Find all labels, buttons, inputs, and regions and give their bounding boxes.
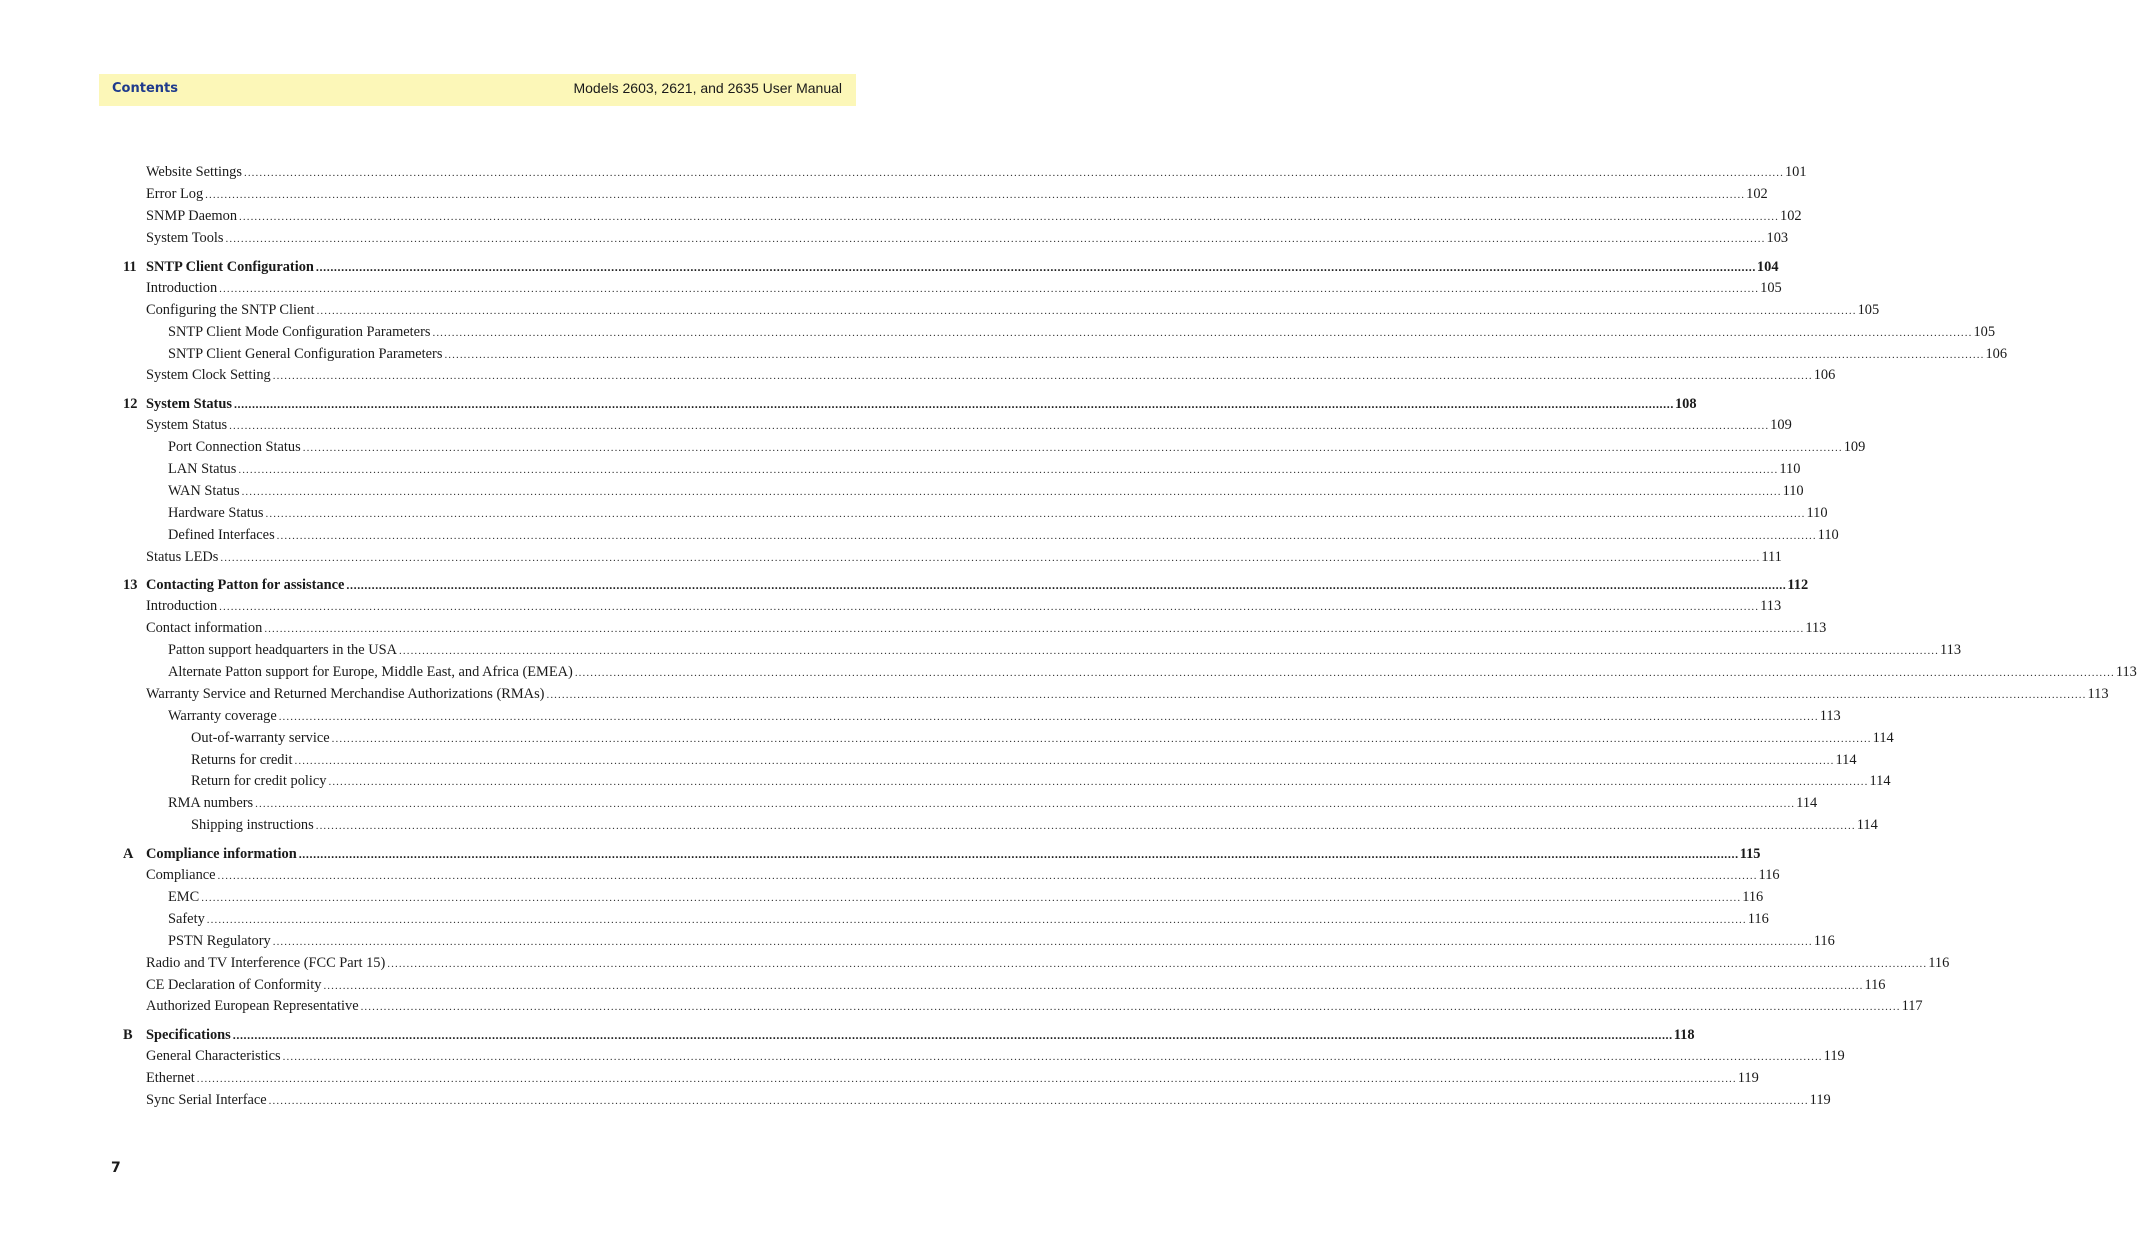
toc-entry-row[interactable] xyxy=(112,480,1804,502)
toc-entry-title: Safety xyxy=(168,910,205,927)
toc-page-number: 102 xyxy=(1746,186,1768,203)
toc-entry xyxy=(146,416,1792,435)
toc-chapter-row[interactable]: 12 System Status ................................................................................................................................................................................................................................................................................................................................................................................................................ 108 xyxy=(123,395,1697,412)
toc-entry-row[interactable] xyxy=(112,640,1962,662)
toc-entry xyxy=(146,163,1807,182)
header-section-label: Contents xyxy=(112,81,178,96)
toc-entry-title: Alternate Patton support for Europe, Middle East, and Africa (EMEA) xyxy=(168,664,573,681)
toc-dot-leader: ................................................................................................................................................................................................................................................................................................................................................................................................................ xyxy=(268,1094,1809,1107)
toc-page-number: 108 xyxy=(1674,395,1697,412)
toc-entry-title: System Status xyxy=(146,395,232,412)
toc-page-number: 116 xyxy=(1758,867,1780,884)
toc-entry xyxy=(146,1091,1831,1110)
toc-entry-row[interactable] xyxy=(112,343,2008,365)
toc-entry xyxy=(146,997,1923,1016)
toc-entry-row[interactable] xyxy=(112,502,1828,524)
table-of-contents xyxy=(112,162,2137,1111)
toc-dot-leader: ................................................................................................................................................................................................................................................................................................................................................................................................................ xyxy=(278,710,1819,723)
toc-entry-row[interactable] xyxy=(112,228,1789,250)
toc-page-number: 116 xyxy=(1742,888,1764,905)
page-number: 7 xyxy=(111,1160,121,1176)
toc-entry-title: Warranty coverage xyxy=(168,707,277,724)
toc-entry-row[interactable] xyxy=(112,415,1792,437)
toc-entry-row[interactable] xyxy=(112,365,1836,387)
toc-dot-leader: ................................................................................................................................................................................................................................................................................................................................................................................................................ xyxy=(238,464,1779,477)
toc-entry-title: System Tools xyxy=(146,230,224,247)
toc-entry-row[interactable] xyxy=(112,887,1764,909)
toc-page-number: 104 xyxy=(1756,258,1779,275)
toc-dot-leader: ................................................................................................................................................................................................................................................................................................................................................................................................................ xyxy=(239,211,1780,224)
toc-entry xyxy=(146,1047,1845,1066)
toc-entry-title: Out-of-warranty service xyxy=(191,729,330,746)
toc-entry-title: Sync Serial Interface xyxy=(146,1091,267,1108)
toc-page-number: 116 xyxy=(1747,910,1769,927)
toc-entry-title: Defined Interfaces xyxy=(168,526,275,543)
toc-dot-leader: ................................................................................................................................................................................................................................................................................................................................................................................................................ xyxy=(298,846,1739,861)
toc-entry-row[interactable] xyxy=(112,1090,1831,1112)
toc-page-number: 119 xyxy=(1737,1070,1759,1087)
toc-entry-title: SNTP Client General Configuration Parameters xyxy=(168,345,443,362)
toc-entry xyxy=(146,976,1886,995)
toc-entry-row[interactable] xyxy=(112,206,1802,228)
toc-entry-row[interactable] xyxy=(112,683,2109,705)
toc-entry-row[interactable] xyxy=(112,546,1782,568)
toc-page-number: 116 xyxy=(1928,954,1950,971)
toc-page-number: 110 xyxy=(1779,461,1801,478)
toc-page-number: 113 xyxy=(1805,620,1827,637)
toc-dot-leader: ................................................................................................................................................................................................................................................................................................................................................................................................................ xyxy=(302,442,1843,455)
toc-entry-title: Error Log xyxy=(146,186,204,203)
toc-page-number: 112 xyxy=(1787,576,1809,593)
toc-dot-leader: ................................................................................................................................................................................................................................................................................................................................................................................................................ xyxy=(294,754,1835,767)
toc-entry xyxy=(168,663,2137,682)
toc-entry xyxy=(191,751,1857,770)
toc-entry-row[interactable] xyxy=(112,277,1782,299)
toc-entry-title: Status LEDs xyxy=(146,548,219,565)
toc-entry-title: Warranty Service and Returned Merchandise Authorizations (RMAs) xyxy=(146,685,545,702)
toc-dot-leader: ................................................................................................................................................................................................................................................................................................................................................................................................................ xyxy=(255,798,1796,811)
toc-entry-title: PSTN Regulatory xyxy=(168,932,271,949)
toc-entry-title: System Clock Setting xyxy=(146,367,271,384)
toc-dot-leader: ................................................................................................................................................................................................................................................................................................................................................................................................................ xyxy=(243,167,1784,180)
toc-entry xyxy=(168,482,1804,501)
toc-entry-title: Contacting Patton for assistance xyxy=(146,576,345,593)
toc-page-number: 105 xyxy=(1973,323,1996,340)
toc-dot-leader: ................................................................................................................................................................................................................................................................................................................................................................................................................ xyxy=(399,645,1940,658)
toc-dot-leader: ................................................................................................................................................................................................................................................................................................................................................................................................................ xyxy=(272,935,1813,948)
toc-page-number: 101 xyxy=(1784,164,1807,181)
toc-entry-title: Compliance information xyxy=(146,845,297,862)
toc-entry xyxy=(146,597,1782,616)
toc-dot-leader: ................................................................................................................................................................................................................................................................................................................................................................................................................ xyxy=(206,913,1747,926)
toc-entry-row[interactable] xyxy=(112,299,1880,321)
toc-entry xyxy=(168,504,1828,523)
toc-dot-leader: ................................................................................................................................................................................................................................................................................................................................................................................................................ xyxy=(331,732,1872,745)
toc-entry-title: Specifications xyxy=(146,1026,231,1043)
toc-entry xyxy=(168,910,1769,929)
toc-dot-leader: ................................................................................................................................................................................................................................................................................................................................................................................................................ xyxy=(196,1073,1737,1086)
toc-entry-title: SNMP Daemon xyxy=(146,208,238,225)
toc-dot-leader: ................................................................................................................................................................................................................................................................................................................................................................................................................ xyxy=(233,396,1674,411)
toc-entry-row[interactable] xyxy=(112,618,1827,640)
toc-entry-row[interactable] xyxy=(112,996,1923,1018)
toc-page-number: 117 xyxy=(1901,998,1923,1015)
toc-page-number: 114 xyxy=(1835,751,1857,768)
toc-page-number: 119 xyxy=(1809,1091,1831,1108)
toc-dot-leader: ................................................................................................................................................................................................................................................................................................................................................................................................................ xyxy=(276,529,1817,542)
toc-dot-leader: ................................................................................................................................................................................................................................................................................................................................................................................................................ xyxy=(315,820,1856,833)
toc-entry-row[interactable] xyxy=(112,749,1857,771)
toc-entry-title: Hardware Status xyxy=(168,504,264,521)
toc-dot-leader: ................................................................................................................................................................................................................................................................................................................................................................................................................ xyxy=(574,667,2115,680)
toc-entry xyxy=(191,772,1891,791)
toc-entry xyxy=(168,438,1866,457)
toc-page-number: 105 xyxy=(1857,301,1880,318)
toc-dot-leader: ................................................................................................................................................................................................................................................................................................................................................................................................................ xyxy=(220,551,1761,564)
toc-entry xyxy=(146,207,1802,226)
toc-page-number: 113 xyxy=(1760,598,1782,615)
toc-dot-leader: ................................................................................................................................................................................................................................................................................................................................................................................................................ xyxy=(265,507,1806,520)
toc-entry xyxy=(191,816,1878,835)
toc-dot-leader: ................................................................................................................................................................................................................................................................................................................................................................................................................ xyxy=(328,776,1869,789)
toc-dot-leader: ................................................................................................................................................................................................................................................................................................................................................................................................................ xyxy=(546,688,2087,701)
toc-entry xyxy=(146,619,1827,638)
toc-entry xyxy=(146,1069,1759,1088)
toc-dot-leader: ................................................................................................................................................................................................................................................................................................................................................................................................................ xyxy=(229,420,1770,433)
toc-page-number: 110 xyxy=(1806,504,1828,521)
toc-entry xyxy=(168,323,1996,342)
toc-page-number: 110 xyxy=(1817,526,1839,543)
header-manual-title: Models 2603, 2621, and 2635 User Manual xyxy=(573,80,842,96)
toc-dot-leader: ................................................................................................................................................................................................................................................................................................................................................................................................................ xyxy=(282,1051,1823,1064)
toc-entry-title: General Characteristics xyxy=(146,1048,281,1065)
toc-entry-row[interactable] xyxy=(112,184,1768,206)
toc-entry-row[interactable] xyxy=(112,162,1807,184)
toc-dot-leader: ................................................................................................................................................................................................................................................................................................................................................................................................................ xyxy=(241,485,1782,498)
toc-entry xyxy=(168,794,1818,813)
toc-entry-row[interactable] xyxy=(112,930,1835,952)
toc-page-number: 118 xyxy=(1673,1026,1695,1043)
toc-entry-row[interactable] xyxy=(112,727,1894,749)
toc-dot-leader: ................................................................................................................................................................................................................................................................................................................................................................................................................ xyxy=(315,259,1756,274)
toc-entry-title: Website Settings xyxy=(146,164,242,181)
toc-dot-leader: ................................................................................................................................................................................................................................................................................................................................................................................................................ xyxy=(387,957,1928,970)
toc-entry xyxy=(168,526,1839,545)
toc-page-number: 114 xyxy=(1856,817,1878,834)
toc-entry xyxy=(146,866,1780,885)
toc-page-number: 110 xyxy=(1782,482,1804,499)
toc-dot-leader: ................................................................................................................................................................................................................................................................................................................................................................................................................ xyxy=(360,1001,1901,1014)
toc-entry-row[interactable] xyxy=(112,952,1950,974)
toc-entry-title: Contact information xyxy=(146,620,263,637)
toc-entry-title: Compliance xyxy=(146,867,216,884)
toc-entry-row[interactable] xyxy=(112,1046,1845,1068)
toc-entry xyxy=(168,932,1835,951)
toc-page-number: 106 xyxy=(1813,367,1836,384)
toc-entry xyxy=(146,279,1782,298)
toc-dot-leader: ................................................................................................................................................................................................................................................................................................................................................................................................................ xyxy=(444,348,1985,361)
toc-dot-leader: ................................................................................................................................................................................................................................................................................................................................................................................................................ xyxy=(219,601,1760,614)
toc-entry-row[interactable] xyxy=(112,662,2137,684)
toc-entry xyxy=(146,548,1782,567)
toc-entry-title: System Status xyxy=(146,417,228,434)
toc-chapter-row[interactable]: 11 SNTP Client Configuration ................................................................................................................................................................................................................................................................................................................................................................................................................ 104 xyxy=(123,258,1779,275)
toc-entry-title: Port Connection Status xyxy=(168,439,301,456)
toc-entry-title: Ethernet xyxy=(146,1070,195,1087)
toc-dot-leader: ................................................................................................................................................................................................................................................................................................................................................................................................................ xyxy=(316,304,1857,317)
toc-entry xyxy=(168,460,1801,479)
toc-entry-row[interactable] xyxy=(112,437,1866,459)
toc-entry-title: Shipping instructions xyxy=(191,817,314,834)
toc-entry-title: RMA numbers xyxy=(168,795,254,812)
toc-entry-row[interactable] xyxy=(112,321,1996,343)
toc-entry-row[interactable] xyxy=(112,771,1891,793)
toc-dot-leader: ................................................................................................................................................................................................................................................................................................................................................................................................................ xyxy=(346,577,1787,592)
toc-dot-leader: ................................................................................................................................................................................................................................................................................................................................................................................................................ xyxy=(272,370,1813,383)
toc-entry xyxy=(146,366,1836,385)
toc-entry xyxy=(146,954,1950,973)
toc-entry-title: Configuring the SNTP Client xyxy=(146,301,315,318)
toc-page-number: 113 xyxy=(1819,707,1841,724)
toc-entry-title: WAN Status xyxy=(168,482,240,499)
toc-entry xyxy=(146,185,1768,204)
toc-page-number: 116 xyxy=(1813,932,1835,949)
toc-entry-row[interactable] xyxy=(112,705,1841,727)
toc-entry-title: Radio and TV Interference (FCC Part 15) xyxy=(146,954,386,971)
toc-page-number: 113 xyxy=(2087,685,2109,702)
toc-entry xyxy=(146,229,1789,248)
toc-entry-row[interactable] xyxy=(112,524,1839,546)
toc-entry xyxy=(168,641,1962,660)
toc-page-number: 102 xyxy=(1780,208,1802,225)
toc-entry xyxy=(146,301,1880,320)
toc-dot-leader: ................................................................................................................................................................................................................................................................................................................................................................................................................ xyxy=(264,623,1805,636)
toc-entry-row[interactable] xyxy=(112,459,1801,481)
toc-dot-leader: ................................................................................................................................................................................................................................................................................................................................................................................................................ xyxy=(232,1027,1673,1042)
toc-page-number: 114 xyxy=(1796,795,1818,812)
toc-dot-leader: ................................................................................................................................................................................................................................................................................................................................................................................................................ xyxy=(432,326,1973,339)
toc-entry-title: SNTP Client Mode Configuration Parameters xyxy=(168,323,431,340)
toc-page-number: 113 xyxy=(2115,664,2137,681)
toc-entry-title: EMC xyxy=(168,888,200,905)
toc-entry-title: Patton support headquarters in the USA xyxy=(168,642,398,659)
toc-entry-title: Authorized European Representative xyxy=(146,998,359,1015)
toc-entry-title: LAN Status xyxy=(168,461,237,478)
toc-entry xyxy=(168,345,2008,364)
toc-entry-title: CE Declaration of Conformity xyxy=(146,976,322,993)
toc-entry-row[interactable] xyxy=(112,793,1818,815)
toc-dot-leader: ................................................................................................................................................................................................................................................................................................................................................................................................................ xyxy=(201,891,1742,904)
toc-dot-leader: ................................................................................................................................................................................................................................................................................................................................................................................................................ xyxy=(205,189,1746,202)
toc-entry-row[interactable] xyxy=(112,596,1782,618)
toc-chapter-row[interactable]: B Specifications ................................................................................................................................................................................................................................................................................................................................................................................................................ 118 xyxy=(123,1026,1695,1043)
toc-chapter-row[interactable]: 13 Contacting Patton for assistance ................................................................................................................................................................................................................................................................................................................................................................................................................ 112 xyxy=(123,576,1809,593)
toc-entry xyxy=(191,729,1894,748)
toc-page-number: 111 xyxy=(1761,548,1782,565)
toc-entry-title: Returns for credit xyxy=(191,751,293,768)
toc-entry-title: Introduction xyxy=(146,279,218,296)
toc-chapter-row[interactable]: A Compliance information ................................................................................................................................................................................................................................................................................................................................................................................................................ 115 xyxy=(123,845,1761,862)
toc-page-number: 105 xyxy=(1760,279,1782,296)
toc-entry-row[interactable] xyxy=(112,865,1780,887)
toc-dot-leader: ................................................................................................................................................................................................................................................................................................................................................................................................................ xyxy=(217,870,1758,883)
toc-dot-leader: ................................................................................................................................................................................................................................................................................................................................................................................................................ xyxy=(225,233,1766,246)
toc-page-number: 119 xyxy=(1823,1048,1845,1065)
toc-page-number: 116 xyxy=(1864,976,1886,993)
toc-entry-title: Return for credit policy xyxy=(191,773,327,790)
toc-entry xyxy=(146,685,2109,704)
toc-entry-row[interactable] xyxy=(112,815,1878,837)
toc-entry-title: Introduction xyxy=(146,598,218,615)
toc-page-number: 113 xyxy=(1940,642,1962,659)
toc-entry-row[interactable] xyxy=(112,908,1769,930)
toc-page-number: 115 xyxy=(1739,845,1761,862)
toc-page-number: 109 xyxy=(1843,439,1866,456)
toc-page-number: 114 xyxy=(1869,773,1891,790)
toc-entry-row[interactable] xyxy=(112,974,1886,996)
toc-page-number: 106 xyxy=(1985,345,2008,362)
toc-page-number: 109 xyxy=(1770,417,1792,434)
toc-entry xyxy=(168,888,1764,907)
toc-page-number: 114 xyxy=(1872,729,1894,746)
toc-dot-leader: ................................................................................................................................................................................................................................................................................................................................................................................................................ xyxy=(323,979,1864,992)
toc-page-number: 103 xyxy=(1766,230,1789,247)
toc-dot-leader: ................................................................................................................................................................................................................................................................................................................................................................................................................ xyxy=(219,282,1760,295)
toc-entry xyxy=(168,707,1841,726)
toc-entry-title: SNTP Client Configuration xyxy=(146,258,314,275)
toc-entry-row[interactable] xyxy=(112,1068,1759,1090)
